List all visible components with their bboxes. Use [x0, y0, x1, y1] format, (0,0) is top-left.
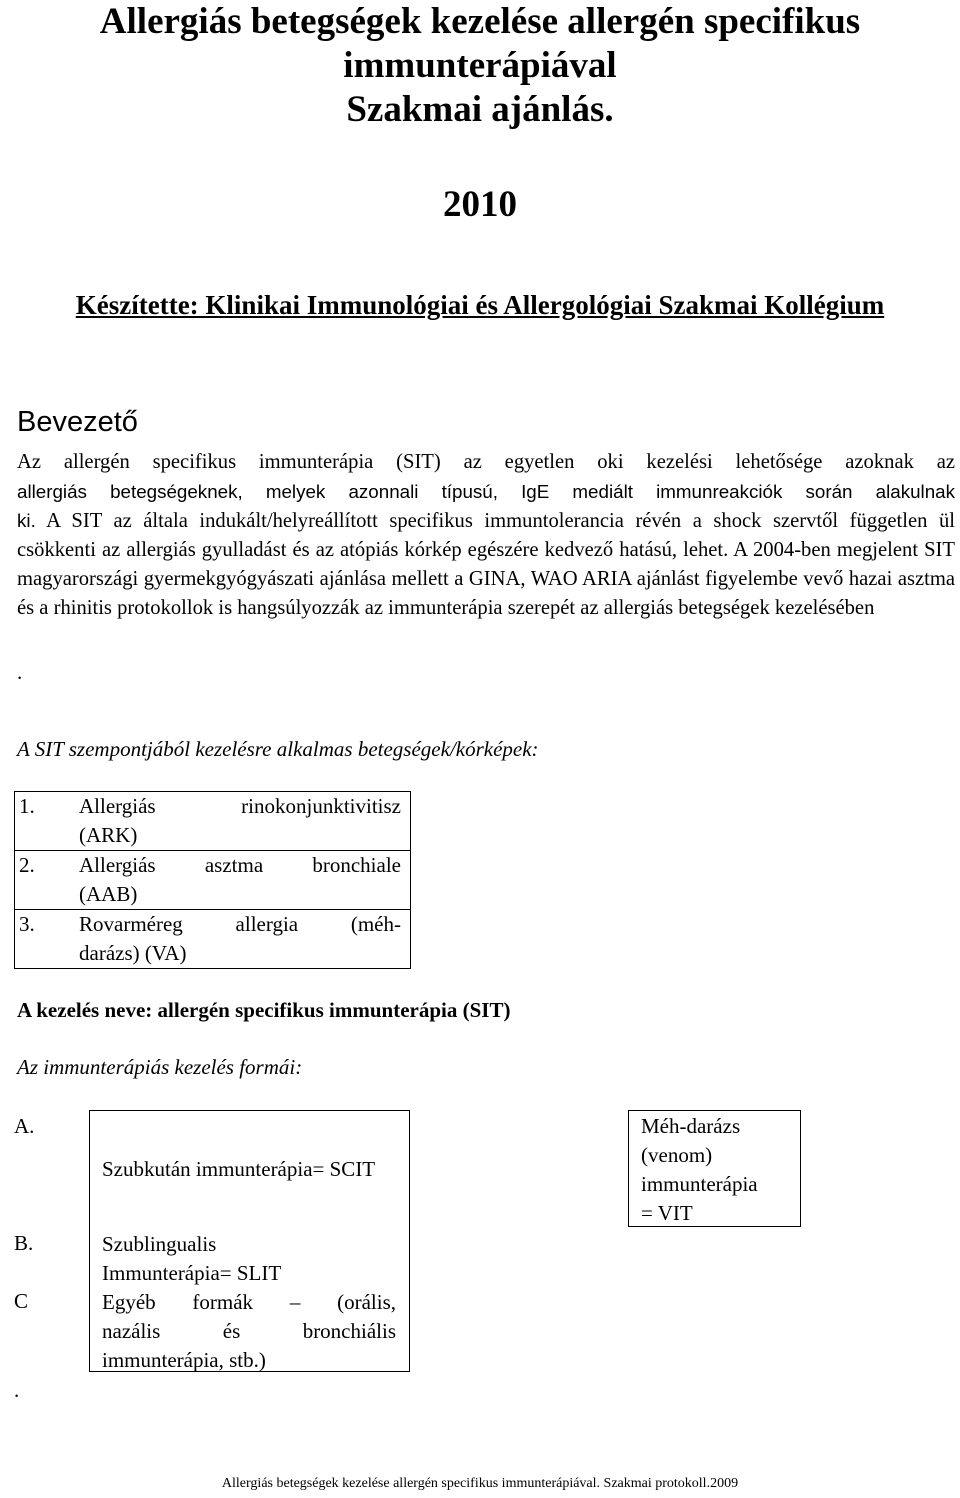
disease-abbrev: (ARK)	[79, 823, 138, 847]
intro-heading: Bevezető	[17, 406, 138, 438]
table-row	[15, 792, 411, 851]
vit-line-3: immunterápia	[641, 1172, 758, 1196]
vit-box	[628, 1110, 801, 1227]
letter-dot: .	[14, 1378, 20, 1402]
page-title-line-2: immunterápiával	[343, 45, 617, 86]
table-cell	[15, 910, 411, 969]
document-year: 2010	[443, 184, 517, 225]
disease-abbrev: (AAB)	[79, 882, 138, 906]
letter-b: B.	[14, 1231, 34, 1255]
intro-text	[17, 448, 955, 623]
other-forms-line-2: nazális és bronchiális	[102, 1319, 396, 1343]
disease-number: 3.	[19, 912, 35, 936]
scit-label: Szubkután immunterápia= SCIT	[102, 1157, 376, 1181]
diseases-heading: A SIT szempontjából kezelésre alkalmas betegségek/kórképek:	[17, 737, 539, 761]
slit-label-1: Szublingualis	[102, 1232, 217, 1256]
disease-label: Allergiás rinokonjunktivitisz	[79, 794, 401, 818]
letter-a: A.	[14, 1114, 35, 1138]
disease-number: 2.	[19, 853, 35, 877]
table-row	[15, 910, 411, 969]
intro-paragraph-body: A SIT az általa indukált/helyreállított specifikus immuntolerancia révén a shock szervtől független ül csökkenti az allergiás gyulladást és az atópiás kórkép egészére kedvező hatású, lehet. A 2004-ben megjelent SIT magyarországi gyermekgyógyászati ajánlása mellett a GINA, WAO ARIA ajánlást figyelembe vevő hazai asztma és a rhinitis protokollok is hangsúlyozzák az immunterápia szerepét az allergiás betegségek kezelésében	[17, 510, 955, 619]
table-cell	[15, 792, 411, 851]
intro-trailing-dot: .	[17, 660, 23, 684]
disease-label: Allergiás asztma bronchiale	[79, 853, 401, 877]
other-forms-line-1: Egyéb formák – (orális,	[102, 1290, 396, 1314]
disease-number: 1.	[19, 794, 35, 818]
slit-label-2: Immunterápia= SLIT	[102, 1261, 282, 1285]
table-cell	[15, 851, 411, 910]
vit-line-2: (venom)	[641, 1143, 713, 1167]
forms-box	[89, 1110, 410, 1372]
page-title-line-1: Allergiás betegségek kezelése allergén specifikus	[99, 1, 861, 42]
intro-line-2: allergiás betegségeknek, melyek azonnali típusú, IgE mediált immunreakciók során alakulnak	[17, 481, 955, 502]
disease-label: Rovarméreg allergia (méh-	[79, 912, 401, 936]
vit-line-4: = VIT	[641, 1201, 693, 1225]
vit-line-1: Méh-darázs	[641, 1114, 741, 1138]
page-footer: Allergiás betegségek kezelése allergén specifikus immunterápiával. Szakmai protokoll.2009	[221, 1476, 739, 1491]
disease-abbrev: darázs) (VA)	[79, 941, 187, 965]
other-forms-line-3: immunterápia, stb.)	[102, 1348, 266, 1372]
intro-line-3: ki.	[17, 510, 36, 531]
diseases-table	[14, 791, 411, 969]
treatment-name: A kezelés neve: allergén specifikus immunterápia (SIT)	[17, 998, 511, 1022]
table-row	[15, 851, 411, 910]
intro-line-1: Az allergén specifikus immunterápia (SIT) az egyetlen oki kezelési lehetősége azoknak az	[17, 451, 955, 473]
forms-heading: Az immunterápiás kezelés formái:	[17, 1055, 303, 1079]
page-title-line-3: Szakmai ajánlás.	[346, 89, 614, 130]
letter-c: C	[14, 1289, 29, 1313]
intro-paragraph	[17, 506, 955, 623]
authors-line: Készítette: Klinikai Immunológiai és Allergológiai Szakmai Kollégium	[75, 290, 885, 320]
